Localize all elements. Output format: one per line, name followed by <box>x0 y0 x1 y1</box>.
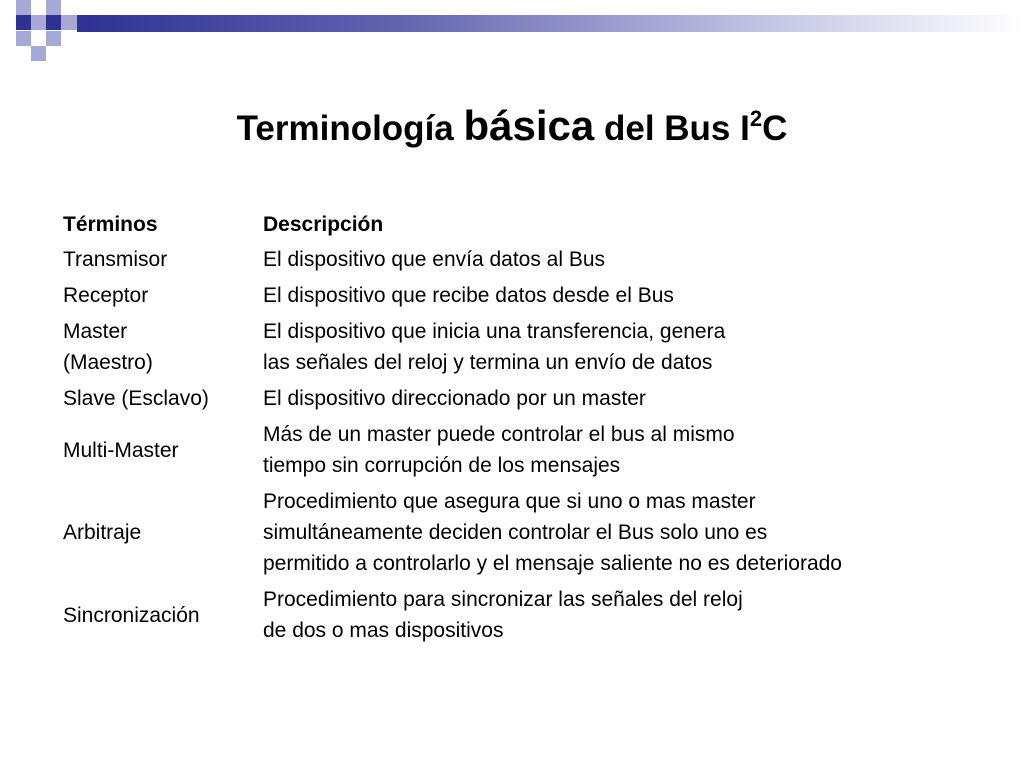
terminology-table <box>57 206 848 649</box>
description-line: las señales del reloj y termina un envío de datos <box>263 351 713 374</box>
term-cell <box>57 582 257 649</box>
table-row <box>57 314 848 381</box>
description-cell <box>257 417 848 484</box>
description-line: Procedimiento para sincronizar las señales del reloj <box>263 588 743 611</box>
term-line: Multi-Master <box>63 438 179 462</box>
deco-square <box>16 15 31 30</box>
term-line: (Maestro) <box>63 351 153 374</box>
description-cell <box>257 278 848 314</box>
title-text: C <box>762 109 788 148</box>
description-line: Más de un master puede controlar el bus al mismo <box>263 423 735 446</box>
deco-square <box>46 31 61 46</box>
description-cell <box>257 314 848 381</box>
table-row <box>57 381 848 417</box>
table-header-row <box>57 206 848 242</box>
title-superscript: 2 <box>749 106 763 131</box>
title-emphasis: básica <box>463 102 595 149</box>
description-line: permitido a controlarlo y el mensaje saliente no es deteriorado <box>263 552 842 575</box>
term-line: Sincronización <box>63 603 200 627</box>
deco-square <box>31 46 46 61</box>
table-row <box>57 278 848 314</box>
term-cell <box>57 484 257 582</box>
corner-decoration <box>0 0 1024 70</box>
term-line: Receptor <box>63 284 149 307</box>
description-cell <box>257 484 848 582</box>
column-header-terms: Términos <box>63 212 158 236</box>
description-line: tiempo sin corrupción de los mensajes <box>263 454 621 477</box>
title-text: del Bus I <box>594 109 750 148</box>
description-cell <box>257 582 848 649</box>
table-row <box>57 484 848 582</box>
deco-square <box>16 31 31 46</box>
deco-square <box>16 0 31 15</box>
term-cell <box>57 278 257 314</box>
description-cell <box>257 242 848 278</box>
description-line: El dispositivo que inicia una transferencia, genera <box>263 320 726 343</box>
term-cell <box>57 417 257 484</box>
term-cell <box>57 242 257 278</box>
description-line: El dispositivo direccionado por un master <box>263 387 646 410</box>
deco-square <box>0 15 15 30</box>
term-line: Master <box>63 320 128 343</box>
table-row <box>57 242 848 278</box>
column-header-description: Descripción <box>263 212 384 236</box>
description-line: de dos o mas dispositivos <box>263 619 504 642</box>
term-cell <box>57 314 257 381</box>
table-row <box>57 582 848 649</box>
deco-square <box>61 15 77 30</box>
deco-square <box>46 0 61 15</box>
term-line: Transmisor <box>63 248 168 271</box>
table-row <box>57 417 848 484</box>
term-line: Slave (Esclavo) <box>63 387 209 410</box>
term-cell <box>57 381 257 417</box>
description-line: Procedimiento que asegura que si uno o mas master <box>263 490 756 513</box>
description-line: El dispositivo que envía datos al Bus <box>263 248 606 271</box>
deco-square <box>46 15 61 30</box>
header-gradient-band <box>77 15 1024 32</box>
deco-square <box>31 15 46 30</box>
description-cell <box>257 381 848 417</box>
title-text: Terminología <box>236 109 464 148</box>
description-line: El dispositivo que recibe datos desde el Bus <box>263 284 674 307</box>
description-line: simultáneamente deciden controlar el Bus solo uno es <box>263 521 768 544</box>
slide-title <box>0 100 1024 155</box>
term-line: Arbitraje <box>63 521 142 544</box>
